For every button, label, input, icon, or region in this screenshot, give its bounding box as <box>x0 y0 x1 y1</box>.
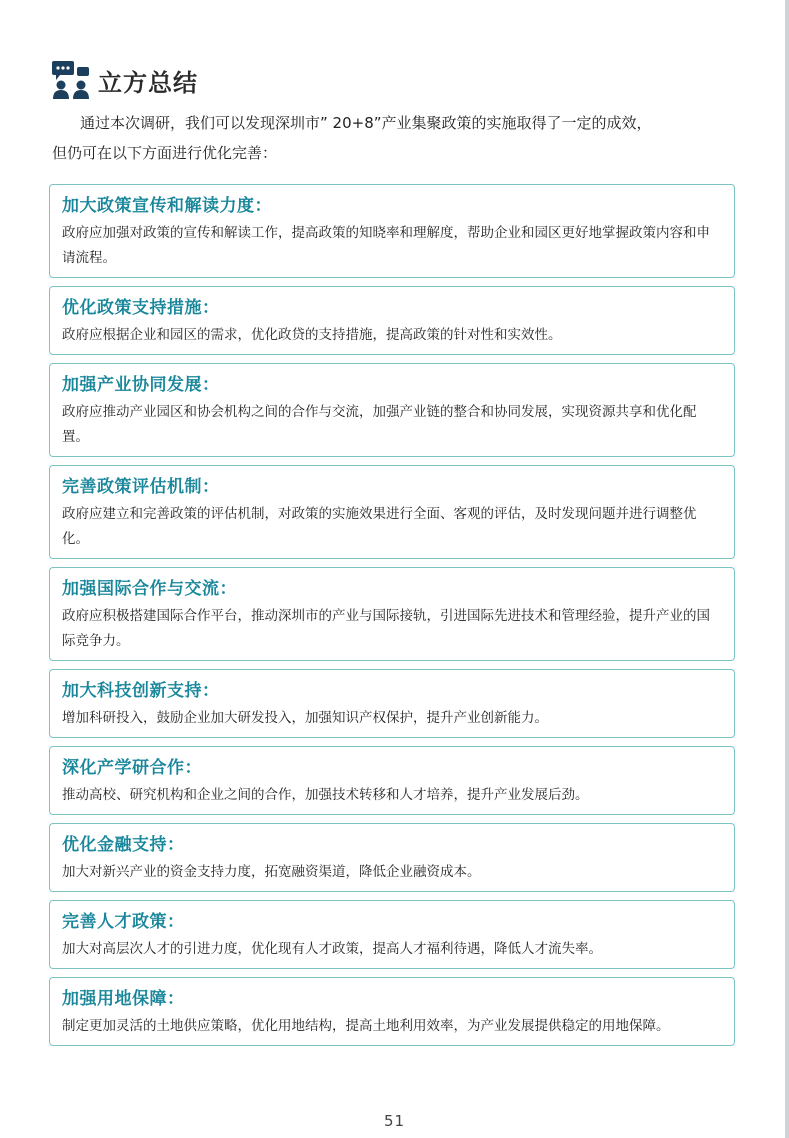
card-title: 加强产业协同发展： <box>62 375 220 395</box>
card-title: 加大政策宣传和解读力度： <box>62 196 272 216</box>
recommendation-card <box>49 184 735 278</box>
recommendation-card <box>49 669 735 738</box>
recommendation-card <box>49 286 735 355</box>
card-title: 深化产学研合作： <box>62 758 202 778</box>
card-body: 推动高校、研究机构和企业之间的合作，加强技术转移和人才培养，提升产业发展后劲。 <box>62 787 589 803</box>
intro-line-2: 但仍可在以下方面进行优化完善： <box>52 144 278 162</box>
page-number: 51 <box>383 1112 406 1130</box>
card-title: 加强国际合作与交流： <box>62 579 237 599</box>
card-body: 政府应积极搭建国际合作平台，推动深圳市的产业与国际接轨，引进国际先进技术和管理经验，提升产业的国际竞争力。 <box>62 608 710 649</box>
card-body: 增加科研投入，鼓励企业加大研发投入，加强知识产权保护，提升产业创新能力。 <box>62 710 548 726</box>
page-edge <box>785 0 789 1138</box>
recommendation-card <box>49 465 735 559</box>
card-body: 制定更加灵活的土地供应策略，优化用地结构，提高土地利用效率，为产业发展提供稳定的用地保障。 <box>62 1018 670 1034</box>
intro-line-1: 通过本次调研，我们可以发现深圳市” 20+8”产业集聚政策的实施取得了一定的成效， <box>80 114 652 132</box>
card-body: 加大对高层次人才的引进力度，优化现有人才政策，提高人才福利待遇，降低人才流失率。 <box>62 941 602 957</box>
recommendation-card <box>49 977 735 1046</box>
card-body: 加大对新兴产业的资金支持力度，拓宽融资渠道，降低企业融资成本。 <box>62 864 481 880</box>
card-title: 加强用地保障： <box>62 989 185 1009</box>
discussion-icon <box>50 59 92 101</box>
section-heading <box>50 58 198 102</box>
recommendation-card <box>49 746 735 815</box>
recommendation-card <box>49 567 735 661</box>
card-title: 优化政策支持措施： <box>62 298 220 318</box>
card-body: 政府应推动产业园区和协会机构之间的合作与交流，加强产业链的整合和协同发展，实现资源共享和优化配置。 <box>62 404 697 445</box>
card-title: 完善人才政策： <box>62 912 185 932</box>
recommendation-list <box>49 184 735 1054</box>
card-body: 政府应建立和完善政策的评估机制，对政策的实施效果进行全面、客观的评估，及时发现问题并进行调整优化。 <box>62 506 697 547</box>
recommendation-card <box>49 823 735 892</box>
page-title: 立方总结 <box>98 68 198 97</box>
card-body: 政府应加强对政策的宣传和解读工作，提高政策的知晓率和理解度，帮助企业和园区更好地掌握政策内容和申请流程。 <box>62 225 710 266</box>
recommendation-card <box>49 900 735 969</box>
recommendation-card <box>49 363 735 457</box>
card-title: 加大科技创新支持： <box>62 681 220 701</box>
card-title: 完善政策评估机制： <box>62 477 220 497</box>
intro-paragraph <box>52 108 752 168</box>
card-body: 政府应根据企业和园区的需求，优化政贷的支持措施，提高政策的针对性和实效性。 <box>62 327 562 343</box>
card-title: 优化金融支持： <box>62 835 185 855</box>
